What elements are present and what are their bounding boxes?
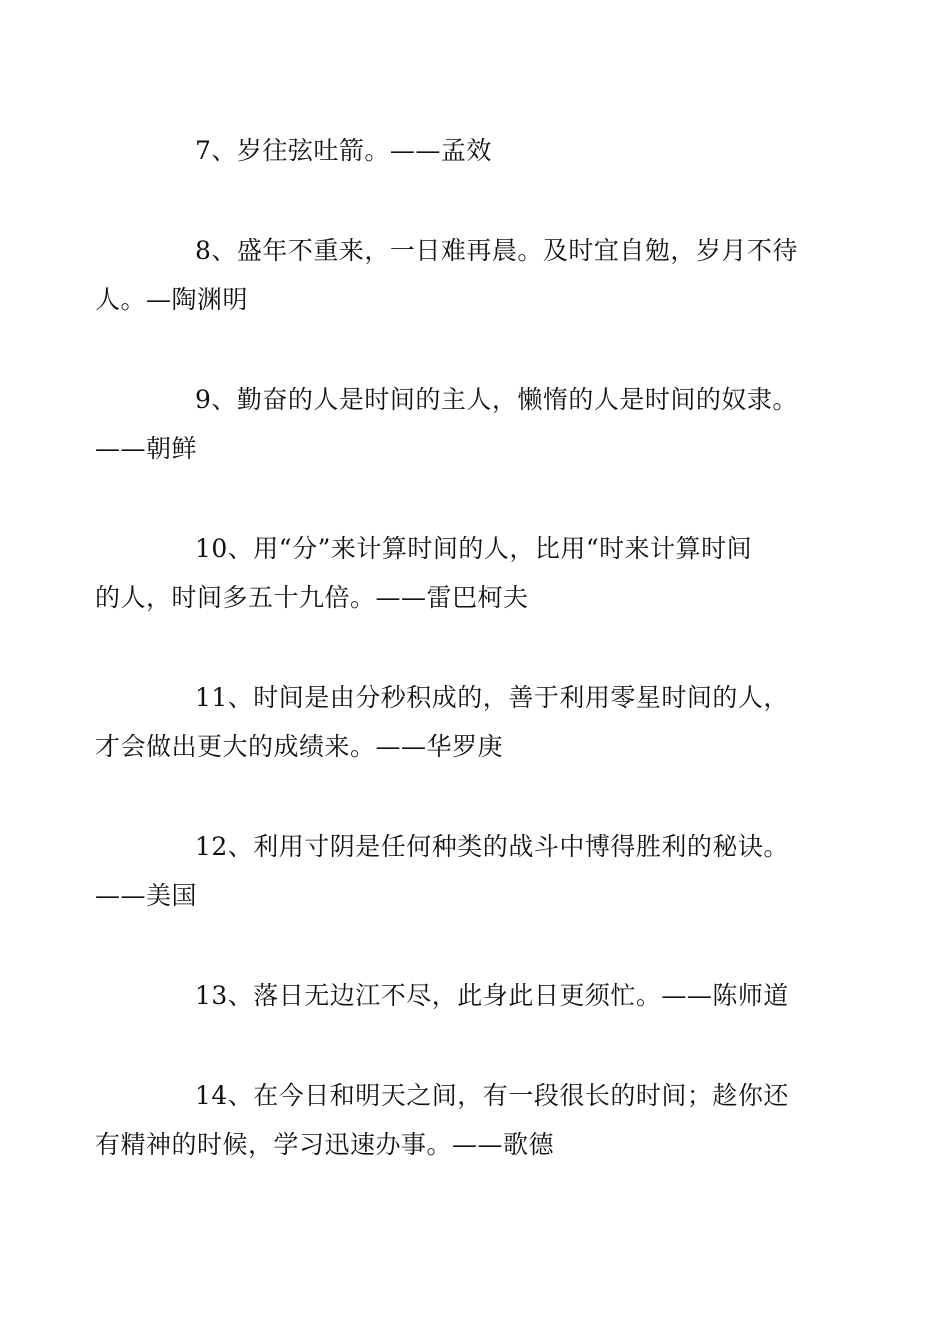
quote-line: ——美国 [95, 881, 198, 910]
quote-9 [95, 375, 810, 473]
quote-line: 有精神的时候，学习迅速办事。——歌德 [95, 1130, 555, 1159]
quote-line: 10、用“分”来计算时间的人，比用“时来计算时间 [195, 534, 753, 563]
quote-line: 11、时间是由分秒积成的，善于利用零星时间的人， [195, 683, 789, 712]
quote-10 [95, 524, 810, 622]
quote-11 [95, 673, 810, 771]
quote-8 [95, 226, 810, 324]
quote-7 [145, 126, 810, 175]
quote-12 [95, 822, 810, 920]
quote-line: 12、利用寸阴是任何种类的战斗中博得胜利的秘诀。 [195, 832, 789, 861]
quote-line: 13、落日无边江不尽，此身此日更须忙。——陈师道 [195, 981, 789, 1010]
quote-13 [145, 971, 810, 1020]
quote-line: 8、盛年不重来，一日难再晨。及时宜自勉，岁月不待 [195, 236, 798, 265]
quote-14 [95, 1071, 810, 1169]
quote-line: ——朝鲜 [95, 434, 198, 463]
quote-line: 9、勤奋的人是时间的主人，懒惰的人是时间的奴隶。 [195, 385, 798, 414]
quote-line: 的人，时间多五十九倍。——雷巴柯夫 [95, 583, 529, 612]
quote-line: 才会做出更大的成绩来。——华罗庚 [95, 732, 504, 761]
quote-line: 14、在今日和明天之间，有一段很长的时间；趁你还 [195, 1081, 789, 1110]
quote-line: 人。—陶渊明 [95, 285, 249, 314]
quote-line: 7、岁往弦吐箭。——孟效 [195, 136, 492, 165]
